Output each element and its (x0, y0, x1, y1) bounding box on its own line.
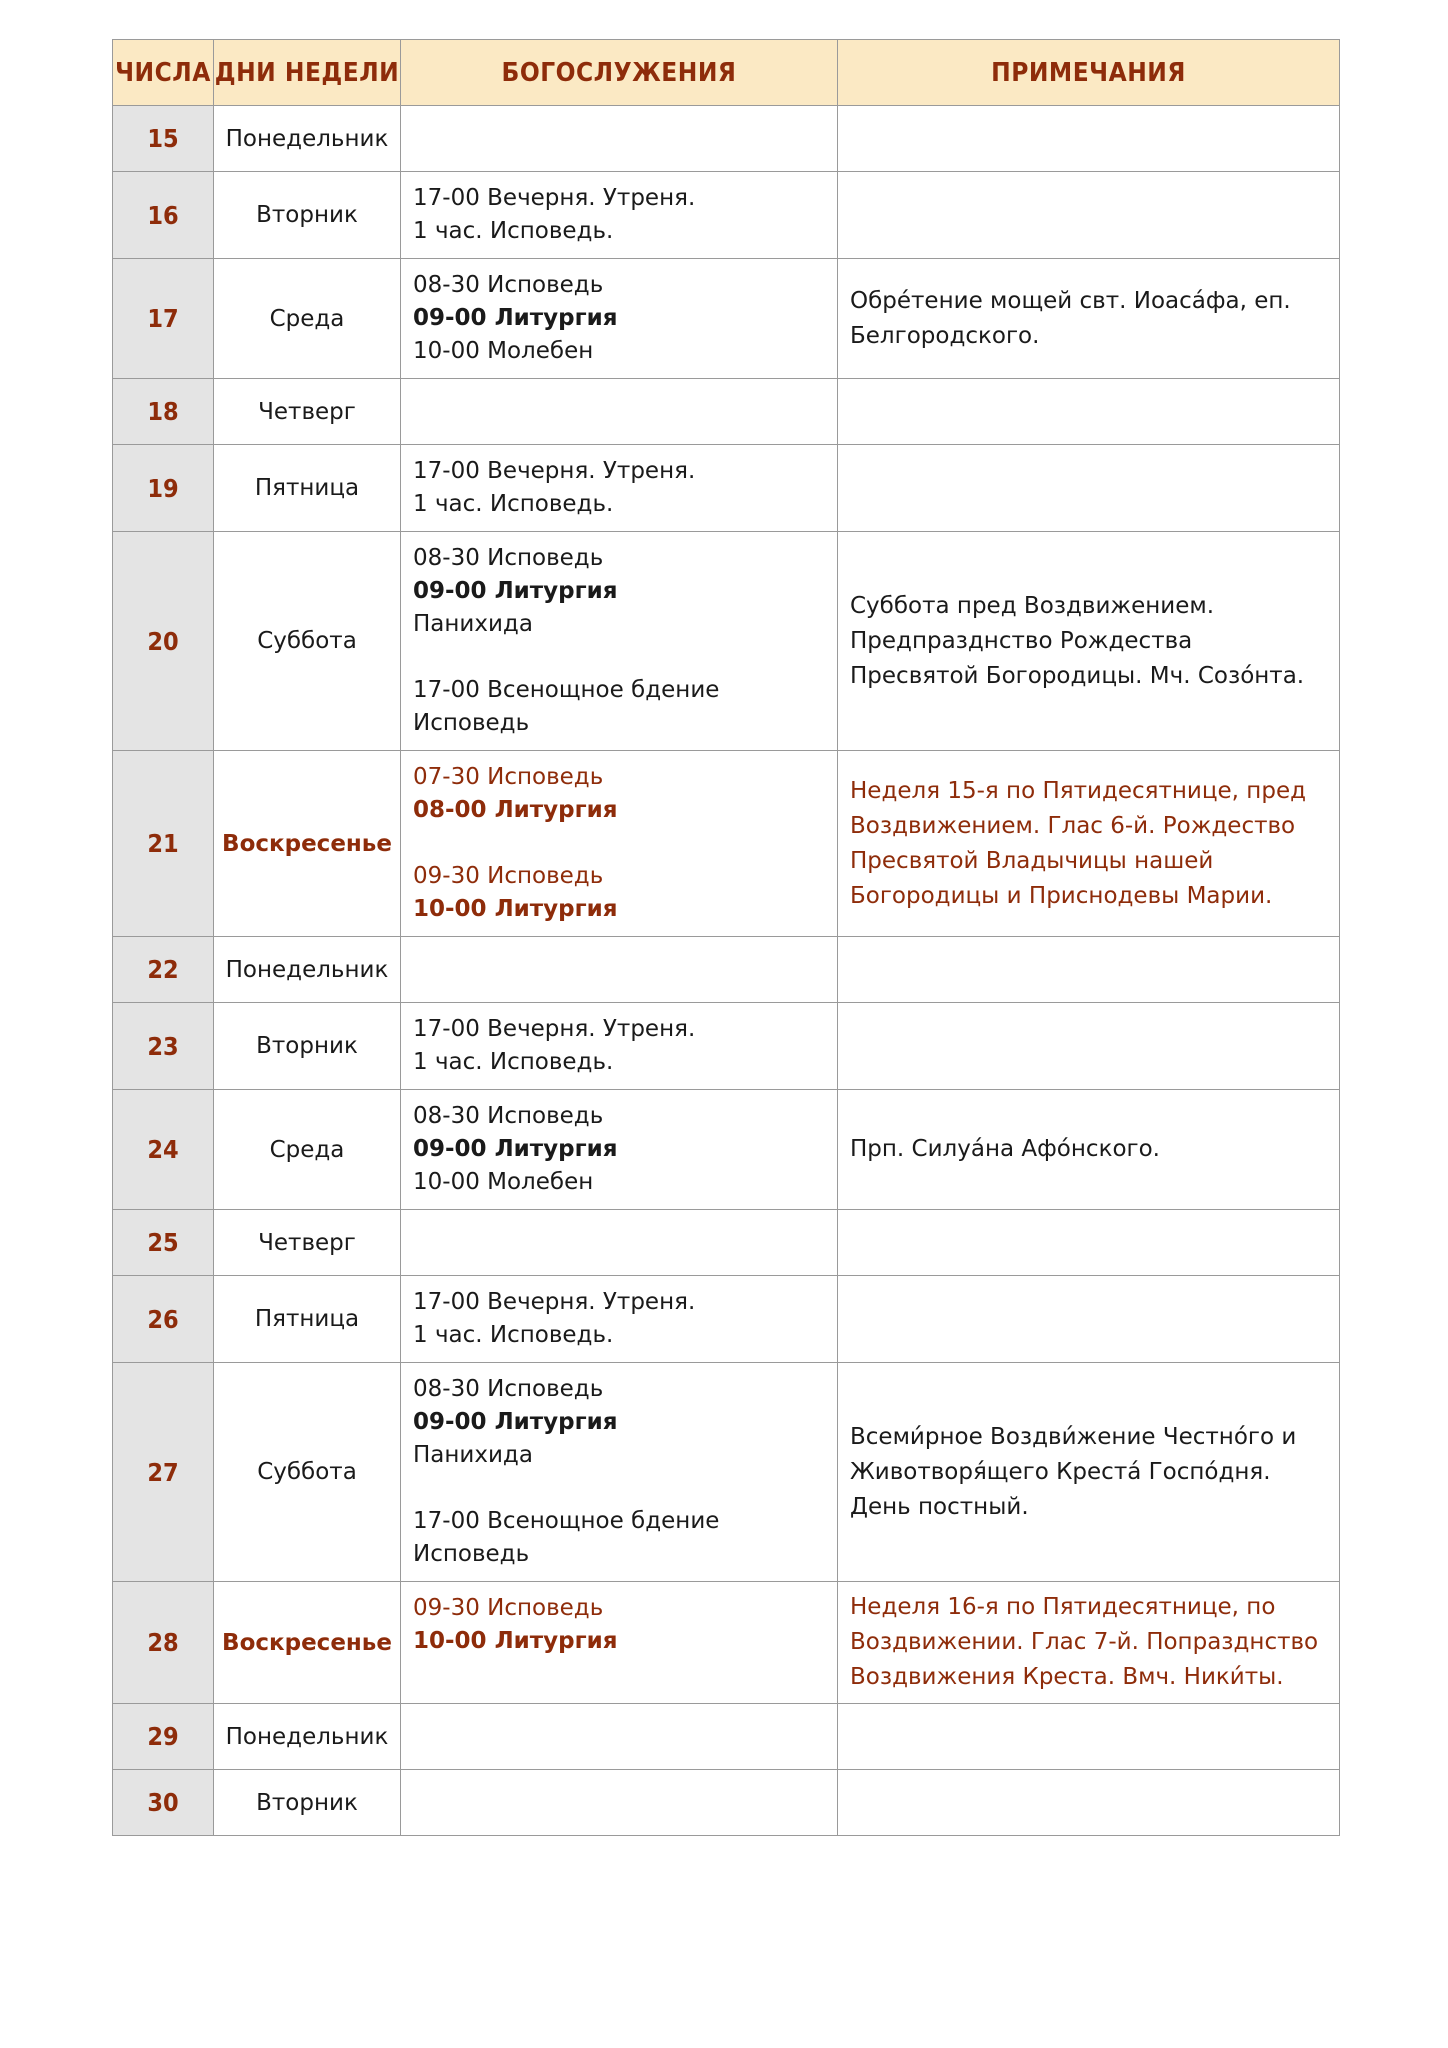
date-number: 19 (113, 445, 214, 532)
service-line: 17-00 Вечерня. Утреня. (413, 458, 696, 484)
weekday: Пятница (214, 1276, 401, 1363)
weekday: Среда (214, 1090, 401, 1210)
service-line: 17-00 Всенощное бдение (413, 1508, 720, 1534)
service-line (413, 641, 827, 674)
services-cell (401, 379, 838, 445)
header-numbers: ЧИСЛА (113, 40, 214, 106)
note-cell (838, 1704, 1340, 1770)
service-line: 17-00 Вечерня. Утреня. (413, 1289, 696, 1315)
service-line: 08-00 Литургия (413, 797, 618, 823)
date-number: 26 (113, 1276, 214, 1363)
services-cell (401, 1090, 838, 1210)
table-row (113, 1090, 1340, 1210)
service-line: 09-30 Исповедь (413, 863, 604, 889)
date-number: 25 (113, 1210, 214, 1276)
note-cell (838, 1276, 1340, 1363)
weekday: Вторник (214, 172, 401, 259)
services-cell (401, 1770, 838, 1836)
weekday: Среда (214, 259, 401, 379)
date-number: 21 (113, 751, 214, 937)
weekday: Понедельник (214, 937, 401, 1003)
note-cell (838, 937, 1340, 1003)
note-cell (838, 1770, 1340, 1836)
service-line: 10-00 Литургия (413, 1628, 618, 1654)
note-cell: Неделя 16-я по Пятидесятнице, по Воздвижении. Глас 7-й. Попразднство Воздвижения Креста. Вмч. Ники́ты. (838, 1582, 1340, 1704)
table-row (113, 172, 1340, 259)
service-line (413, 827, 827, 860)
date-number: 29 (113, 1704, 214, 1770)
service-line: 08-30 Исповедь (413, 1376, 604, 1402)
date-number: 30 (113, 1770, 214, 1836)
table-row (113, 751, 1340, 937)
table-row (113, 1770, 1340, 1836)
services-cell (401, 532, 838, 751)
table-row (113, 379, 1340, 445)
table-row (113, 1582, 1340, 1704)
service-line: 08-30 Исповедь (413, 272, 604, 298)
table-row (113, 1210, 1340, 1276)
note-cell (838, 1003, 1340, 1090)
table-row (113, 532, 1340, 751)
services-cell (401, 1003, 838, 1090)
schedule-table (112, 39, 1340, 1836)
weekday: Суббота (214, 532, 401, 751)
table-row (113, 259, 1340, 379)
note-cell: Обре́тение мощей свт. Иоаса́фа, еп. Белгородского. (838, 259, 1340, 379)
table-row (113, 1363, 1340, 1582)
note-cell (838, 379, 1340, 445)
note-cell (838, 445, 1340, 532)
weekday: Четверг (214, 379, 401, 445)
note-cell: Прп. Силуа́на Афо́нского. (838, 1090, 1340, 1210)
table-row (113, 937, 1340, 1003)
service-line: 10-00 Молебен (413, 338, 594, 364)
service-line: Панихида (413, 1442, 533, 1468)
service-line (413, 1472, 827, 1505)
service-line: 17-00 Вечерня. Утреня. (413, 1016, 696, 1042)
table-row (113, 1003, 1340, 1090)
note-cell (838, 1210, 1340, 1276)
services-cell (401, 259, 838, 379)
table-row (113, 1276, 1340, 1363)
table-row (113, 1704, 1340, 1770)
services-cell (401, 937, 838, 1003)
service-line: 17-00 Вечерня. Утреня. (413, 185, 696, 211)
services-cell (401, 1363, 838, 1582)
note-cell: Всеми́рное Воздви́жение Честно́го и Животворя́щего Креста́ Госпо́дня. День постный. (838, 1363, 1340, 1582)
weekday: Вторник (214, 1003, 401, 1090)
services-cell (401, 106, 838, 172)
date-number: 20 (113, 532, 214, 751)
service-line: Панихида (413, 611, 533, 637)
service-line: 08-30 Исповедь (413, 545, 604, 571)
date-number: 28 (113, 1582, 214, 1704)
weekday: Понедельник (214, 106, 401, 172)
date-number: 18 (113, 379, 214, 445)
weekday: Четверг (214, 1210, 401, 1276)
weekday: Суббота (214, 1363, 401, 1582)
service-line: 17-00 Всенощное бдение (413, 677, 720, 703)
services-cell (401, 172, 838, 259)
date-number: 15 (113, 106, 214, 172)
date-number: 17 (113, 259, 214, 379)
service-line: 10-00 Литургия (413, 896, 618, 922)
service-line: 09-00 Литургия (413, 305, 618, 331)
service-line: 1 час. Исповедь. (413, 218, 614, 244)
note-cell: Суббота пред Воздвижением. Предпразднство Рождества Пресвятой Богородицы. Мч. Созо́нта. (838, 532, 1340, 751)
services-cell (401, 1276, 838, 1363)
weekday: Понедельник (214, 1704, 401, 1770)
service-line: 09-30 Исповедь (413, 1595, 604, 1621)
services-cell (401, 1704, 838, 1770)
service-line: 10-00 Молебен (413, 1169, 594, 1195)
service-line: 09-00 Литургия (413, 578, 618, 604)
service-line: Исповедь (413, 710, 530, 736)
note-cell (838, 106, 1340, 172)
services-cell (401, 751, 838, 937)
note-cell: Неделя 15-я по Пятидесятнице, пред Воздвижением. Глас 6-й. Рождество Пресвятой Владычицы нашей Богородицы и Приснодевы Марии. (838, 751, 1340, 937)
service-line: 09-00 Литургия (413, 1409, 618, 1435)
note-cell (838, 172, 1340, 259)
services-cell (401, 1210, 838, 1276)
date-number: 22 (113, 937, 214, 1003)
header-row (113, 40, 1340, 106)
service-line: 07-30 Исповедь (413, 764, 604, 790)
date-number: 24 (113, 1090, 214, 1210)
header-weekdays: ДНИ НЕДЕЛИ (214, 40, 401, 106)
date-number: 16 (113, 172, 214, 259)
weekday: Пятница (214, 445, 401, 532)
weekday: Вторник (214, 1770, 401, 1836)
weekday: Воскресенье (214, 1582, 401, 1704)
header-services: БОГОСЛУЖЕНИЯ (401, 40, 838, 106)
date-number: 23 (113, 1003, 214, 1090)
service-line: 09-00 Литургия (413, 1136, 618, 1162)
services-cell (401, 445, 838, 532)
service-line: 1 час. Исповедь. (413, 1322, 614, 1348)
service-line: 1 час. Исповедь. (413, 1049, 614, 1075)
table-row (113, 106, 1340, 172)
table-row (113, 445, 1340, 532)
weekday: Воскресенье (214, 751, 401, 937)
schedule-body (113, 106, 1340, 1836)
service-line: 1 час. Исповедь. (413, 491, 614, 517)
service-line: 08-30 Исповедь (413, 1103, 604, 1129)
service-line: Исповедь (413, 1541, 530, 1567)
services-cell (401, 1582, 838, 1704)
date-number: 27 (113, 1363, 214, 1582)
header-notes: ПРИМЕЧАНИЯ (838, 40, 1340, 106)
